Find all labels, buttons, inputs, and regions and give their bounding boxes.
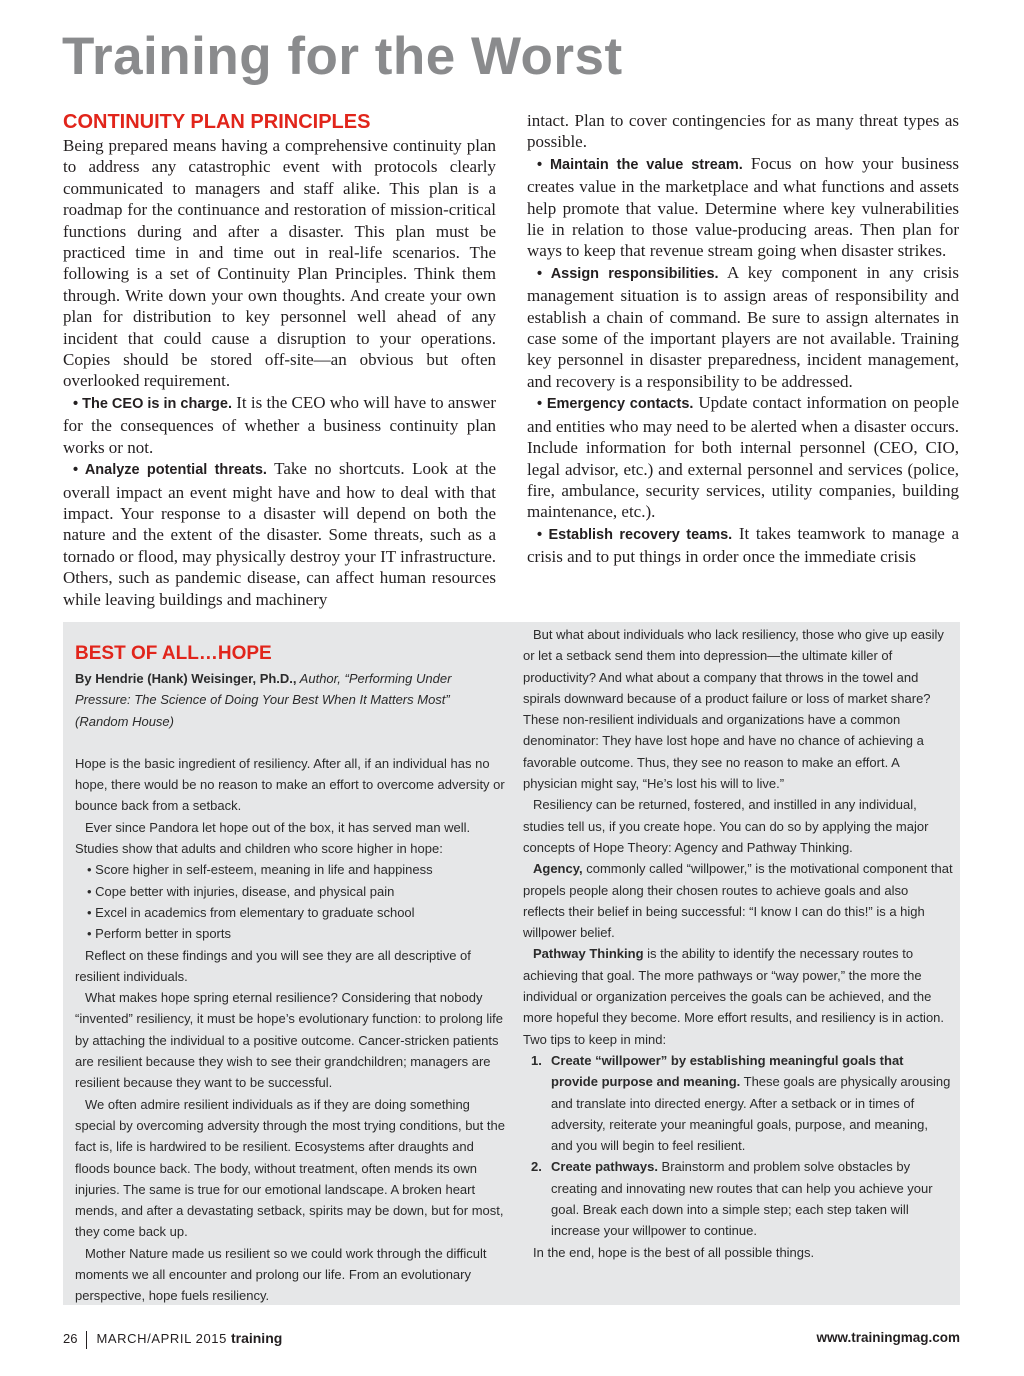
term-definition: is the ability to identify the necessary routes to achieving that goal. The more pathways or “way power,” the more the individual or organization perceives the goals can be achieved, and the more hopeful they become. More effort results, and resiliency is in action. Two tips to keep in mind: (523, 946, 945, 1047)
byline (75, 668, 505, 732)
principle-ceo (63, 392, 496, 458)
list-item: • Cope better with injuries, disease, and physical pain (75, 881, 505, 902)
tip-lead: Create “willpower” by establishing meaningful goals that provide purpose and meaning. (551, 1052, 904, 1090)
footer-left (63, 1330, 282, 1349)
principle-contacts (527, 392, 959, 522)
section-heading: CONTINUITY PLAN PRINCIPLES (63, 111, 371, 133)
principle-recovery-teams (527, 523, 959, 568)
sidebar-box (63, 622, 960, 1305)
tip-number: 2. (531, 1159, 542, 1175)
tip-lead: Create pathways. (551, 1159, 658, 1175)
sidebar-paragraph: Mother Nature made us resilient so we could work through the difficult moments we all encounter and prolong our life. From an evolutionary perspective, hope fuels resiliency. (75, 1245, 487, 1304)
principle-responsibilities (527, 262, 959, 392)
principle-text: Take no shortcuts. Look at the overall impact an event might have and how to deal with that impact. Your response to a disaster will depend on both the nature and the extent of the disaster. Some threats, such as a tornado or flood, may physically destroy your IT infrastructure. Others, such as pandemic disease, can affect human resources while leaving buildings and machinery (63, 459, 496, 609)
article-right-column (527, 110, 959, 568)
numbered-tip (523, 1156, 953, 1241)
principle-text: It is the CEO who will have to answer for the consequences of whether a business continuity plan works or not. (63, 392, 496, 457)
sidebar-paragraph: What makes hope spring eternal resilience? Considering that nobody “invented” resiliency, it must be hope’s evolutionary function: to prolong life by attaching the individual to a positive outcome. Cancer-stricken patients are resilient because they wish to see their grandchildren; managers are resilient because they want to be successful. (75, 990, 504, 1091)
sidebar-paragraph: We often admire resilient individuals as if they are doing something special by overcoming adversity through the most trying conditions, but the fact is, life is hardwired to be resilient. Ecosystems after draughts and floods bounce back. The body, without treatment, often mends its own injuries. The same is true for our emotional landscape. A broken heart mends, and after a devastating setback, spirits may be down, but for most, they come back up. (75, 1096, 505, 1240)
sidebar-paragraph-pathway (523, 943, 953, 1049)
sidebar-left-column (75, 642, 505, 1307)
byline-book: Author, “Performing Under Pressure: The Science of Doing Your Best When It Matters Most” (Random House) (75, 671, 452, 729)
sidebar-paragraph: Ever since Pandora let hope out of the box, it has served man well. Studies show that adults and children who score higher in hope: (75, 819, 471, 857)
principle-threats (63, 458, 496, 610)
sidebar-right-column (523, 624, 953, 1263)
tip-text: These goals are physically arousing and translate into directed energy. After a setback or in times of adversity, reiterate your meaningful goals, purpose, and meaning, and you will begin to feel resilient. (551, 1074, 951, 1154)
list-item: • Perform better in sports (75, 923, 505, 944)
footer-divider (86, 1331, 87, 1349)
page-title: Training for the Worst (62, 27, 623, 86)
sidebar-paragraph: Resiliency can be returned, fostered, and instilled in any individual, studies tell us, if you create hope. You can do so by applying the major concepts of Hope Theory: Agency and Pathway Thinking. (523, 797, 929, 855)
principle-lead: • Emergency contacts. (537, 396, 694, 413)
principle-value-stream (527, 153, 959, 262)
sidebar-paragraph-agency (523, 858, 953, 943)
website-link[interactable]: www.trainingmag.com (816, 1330, 960, 1345)
principle-text: Focus on how your business creates value in the marketplace and what functions and assets help promote that value. Determine where key vulnerabilities lie in relation to those value-producing areas. Then plan for ways to keep that revenue stream going when disaster strikes. (527, 153, 960, 261)
term-definition: commonly called “willpower,” is the motivational component that propels people along their chosen routes to achieve goals and also reflects their belief in being successful: “I know I can do this!” is a high willpower belief. (523, 861, 953, 941)
principle-lead: • Assign responsibilities. (537, 265, 719, 282)
sidebar-closing: In the end, hope is the best of all possible things. (533, 1244, 815, 1260)
article-intro: Being prepared means having a comprehensive continuity plan to address any catastrophic event with protocols clearly communicated to managers and staff alike. This plan is a roadmap for the continuance and restoration of mission-critical functions during and after a disaster. This plan must be practiced time in and time out in real-life scenarios. The following is a set of Continuity Plan Principles. Think them through. Write down your own thoughts. And create your own plan for distribution to key personnel well ahead of any incident that could cause a disruption to your operations. Copies should be stored off-site—an obvious but often overlooked requirement. (63, 136, 496, 391)
tip-body (551, 1156, 953, 1241)
page-footer (63, 1330, 960, 1350)
byline-author: By Hendrie (Hank) Weisinger, Ph.D., (75, 671, 297, 686)
principle-lead: • Analyze potential threats. (73, 462, 267, 479)
list-item: • Excel in academics from elementary to graduate school (75, 902, 505, 923)
tip-text: Brainstorm and problem solve obstacles by creating and innovating new routes that can help you achieve your goal. Break each down into a simple step; each step taken will increase your willpower to continue. (551, 1159, 933, 1239)
principle-text: A key component in any crisis management situation is to assign areas of responsibility and establish a chain of command. Be sure to assign alternates in case some of the important players are not available. Training key personnel in disaster preparedness, incident management, and recovery is a responsibility to be addressed. (527, 262, 959, 391)
magazine-name: training (230, 1330, 283, 1346)
numbered-tip (523, 1050, 953, 1156)
sidebar-paragraph: Hope is the basic ingredient of resiliency. After all, if an individual has no hope, there would be no reason to make an effort to overcome adversity or bounce back from a setback. (75, 755, 505, 814)
principle-lead: • Establish recovery teams. (537, 526, 733, 543)
sidebar-heading: BEST OF ALL…HOPE (75, 643, 272, 664)
page-number: 26 (63, 1331, 78, 1346)
principle-lead: • The CEO is in charge. (73, 395, 233, 412)
tip-body (551, 1050, 953, 1156)
list-item: • Score higher in self-esteem, meaning in life and happiness (75, 859, 505, 880)
issue-date: MARCH/APRIL 2015 (96, 1331, 227, 1346)
term-pathway: Pathway Thinking (533, 946, 644, 962)
principle-lead: • Maintain the value stream. (537, 156, 743, 173)
article-left-column (63, 110, 496, 610)
principle-threats-continued: intact. Plan to cover contingencies for as many threat types as possible. (527, 111, 959, 152)
sidebar-paragraph: Reflect on these findings and you will see they are all descriptive of resilient individuals. (75, 947, 471, 984)
principle-text: Update contact information on people and entities who may need to be alerted when a disaster occurs. Include information for both internal personnel (CEO, CIO, legal advisor, etc.) and external personnel and services (police, fire, ambulance, security services, utility companies, building maintenance, etc.). (527, 393, 959, 522)
sidebar-paragraph: But what about individuals who lack resiliency, those who give up easily or let a setback send them into depression—the ultimate killer of productivity? And what about a company that throws in the towel and spirals downward because of a product failure or loss of market share? These non-resilient individuals and organizations have a common denominator: They have lost hope and have no chance of achieving a favorable outcome. Thus, they see no reason to make an effort. A physician might say, “He’s lost his will to live.” (523, 627, 944, 792)
principle-text: It takes teamwork to manage a crisis and to put things in order once the immediate crisis (527, 523, 959, 567)
term-agency: Agency, (533, 861, 583, 877)
tip-number: 1. (531, 1052, 542, 1068)
